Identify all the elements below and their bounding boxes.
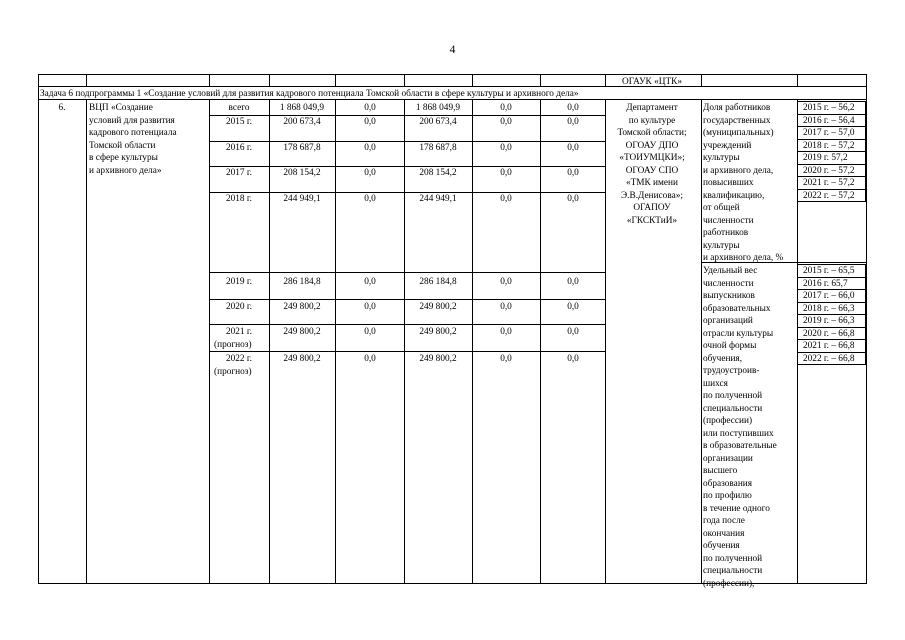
funding-total: 244 949,1 [283,194,321,204]
funding-total: 286 184,8 [283,277,321,287]
v-rule [269,74,270,86]
indicator-value: 2022 г. – 66,8 [803,353,855,364]
text-line: Удельный вес [703,266,758,276]
text-line: и архивного дела, % [703,253,784,263]
funding-federal: 0,0 [364,277,376,287]
text-line: Доля работников [703,103,771,113]
text-line: высшего [703,466,738,476]
indicator-rule [797,262,866,263]
year-label: 2016 г. [225,143,252,153]
text-line: условий для развития [89,115,175,126]
text-line: обучения, [703,353,743,364]
funding-total: 249 800,2 [283,302,321,312]
text-line: года после [703,516,745,526]
text-line: ВЦП «Создание [89,103,153,113]
v-rule [86,99,87,583]
funding-regional: 249 800,2 [419,302,457,312]
text-line: работников [703,228,749,238]
task-title: Задача 6 подпрограммы 1 «Создание условий для развития кадрового потенциала Томской области в сфере культуры и архивного дела» [40,89,579,99]
text-line: обучения [703,541,740,551]
v-rule [472,74,473,86]
funding-total: 249 800,2 [283,327,321,337]
indicator-value: 2019 г. – 66,3 [803,316,855,326]
text-line: Томской области [89,140,156,151]
text-line: шихся [703,378,728,389]
year-label: 2018 г. [225,194,252,204]
text-line: «ГКСКТиИ» [626,215,678,226]
indicator-value: 2018 г. – 57,2 [803,140,855,151]
funding-regional: 208 154,2 [419,168,457,178]
indicator-value: 2020 г. – 66,8 [803,328,855,339]
text-line: по полученной [703,391,763,401]
funding-other: 0,0 [567,168,579,178]
funding-other: 0,0 [567,117,579,127]
funding-regional: 178 687,8 [419,143,457,153]
funding-total: 208 154,2 [283,168,321,178]
row-rule [209,299,605,300]
funding-regional: 244 949,1 [419,194,457,204]
year-label: 2017 г. [225,168,252,178]
text-line: численности [703,215,754,226]
text-line: Департамент [626,103,678,113]
v-rule [605,74,606,86]
v-rule [404,74,405,86]
funding-federal: 0,0 [364,302,376,312]
year-label: всего [228,103,250,113]
text-line: (муниципальных) [703,128,774,138]
funding-local: 0,0 [500,194,512,204]
text-line: специальности [703,566,763,576]
text-line: окончания [703,528,745,539]
funding-other: 0,0 [567,143,579,153]
indicator-value: 2016 г. – 56,4 [803,115,855,126]
funding-other: 0,0 [567,302,579,312]
funding-local: 0,0 [500,168,512,178]
indicator-2-text [703,265,777,590]
funding-federal: 0,0 [364,143,376,153]
indicator-value: 2021 г. – 66,8 [803,341,855,351]
text-line: Э.В.Денисова»; [621,190,683,201]
year-label: 2021 г. [225,327,252,337]
indicator-value: 2022 г. – 57,2 [803,190,855,201]
text-line: и архивного дела, [703,165,774,176]
text-line: специальности [703,403,763,414]
year-label: 2015 г. [225,117,252,127]
row-rule [209,272,605,273]
indicator-value: 2017 г. – 66,0 [803,291,855,301]
funding-total: 200 673,4 [283,117,321,127]
text-line: квалификацию, [703,190,765,201]
funding-regional: 1 868 049,9 [415,103,461,113]
funding-total: 178 687,8 [283,143,321,153]
year-label: 2022 г. [225,354,252,364]
v-rule [797,74,798,86]
indicator-value: 2015 г. – 65,5 [803,266,855,276]
indicator-value: 2020 г. – 57,2 [803,165,855,176]
funding-local: 0,0 [500,302,512,312]
v-rule [209,74,210,86]
header-executor-cell: ОГАУК «ЦТК» [622,77,682,87]
text-line: от общей [703,203,740,213]
v-rule [866,74,867,583]
text-line: по полученной [703,553,763,564]
funding-regional: 249 800,2 [419,327,457,337]
funding-local: 0,0 [500,327,512,337]
row-rule [209,324,605,325]
text-line: Томской области; [617,128,687,138]
row-rule [209,351,605,352]
v-rule [540,74,541,86]
text-line: или поступивших [703,428,774,439]
text-line: образовательных [703,303,771,314]
v-rule [38,74,39,583]
indicator-value: 2017 г. – 57,0 [803,128,855,138]
funding-local: 0,0 [500,117,512,127]
indicator-value: 2018 г. – 66,3 [803,303,855,314]
text-line: ОГАПОУ [633,203,671,213]
indicator-value: 2021 г. – 57,2 [803,178,855,188]
text-line: (профессии), [703,578,755,589]
year-label: 2020 г. [225,302,252,312]
program-name [89,102,177,177]
funding-total: 1 868 049,9 [279,103,325,113]
funding-federal: 0,0 [364,168,376,178]
funding-federal: 0,0 [364,194,376,204]
funding-local: 0,0 [500,354,512,364]
text-line: трудоустроив- [703,366,760,376]
text-line: ОГОАУ ДПО [625,140,679,151]
text-line: и архивного дела» [89,165,162,176]
funding-other: 0,0 [567,194,579,204]
funding-other: 0,0 [567,103,579,113]
row-number: 6. [58,103,66,113]
h-rule [38,74,867,75]
indicator-value: 2016 г. 65,7 [803,278,848,289]
text-line: ОГОАУ СПО [625,165,679,176]
h-rule [38,86,867,87]
text-line: численности [703,278,754,289]
text-line: отрасли культуры [703,328,774,339]
text-line: культуры [703,240,740,251]
executors-cell [606,102,698,227]
text-line: повысивших [703,178,754,188]
page-number: 4 [449,44,456,56]
text-line: кадрового потенциала [89,128,177,138]
text-line: «ТОИУМЦКИ»; [619,153,685,163]
funding-other: 0,0 [567,354,579,364]
funding-federal: 0,0 [364,354,376,364]
indicator-1-text [703,102,783,265]
funding-local: 0,0 [500,103,512,113]
year-label: 2019 г. [225,277,252,287]
text-line: государственных [703,115,771,126]
funding-other: 0,0 [567,327,579,337]
text-line: в течение одного [703,503,770,514]
text-line: культуры [703,153,740,163]
funding-federal: 0,0 [364,117,376,127]
text-line: по профилю [703,491,752,501]
v-rule [86,74,87,86]
text-line: учреждений [703,140,752,151]
funding-federal: 0,0 [364,327,376,337]
funding-federal: 0,0 [364,103,376,113]
funding-local: 0,0 [500,277,512,287]
text-line: по культуре [628,115,676,126]
text-line: (профессии) [703,416,753,426]
text-line: организаций [703,316,753,326]
funding-regional: 249 800,2 [419,354,457,364]
text-line: «ТМК имени [626,178,678,188]
text-line: выпускников [703,291,755,301]
text-line: образования [703,478,753,489]
text-line: организации [703,453,753,464]
funding-local: 0,0 [500,143,512,153]
v-rule [335,74,336,86]
indicator-value: 2019 г. 57,2 [803,153,848,163]
v-rule [701,99,702,583]
funding-total: 249 800,2 [283,354,321,364]
funding-regional: 200 673,4 [419,117,457,127]
funding-other: 0,0 [567,277,579,287]
text-line: очной формы [703,341,757,351]
year-note: (прогноз) [214,366,252,377]
funding-regional: 286 184,8 [419,277,457,287]
text-line: в образовательные [703,441,777,451]
text-line: в сфере культуры [89,153,158,163]
indicator-value: 2015 г. – 56,2 [803,103,855,113]
year-note: (прогноз) [214,339,252,350]
